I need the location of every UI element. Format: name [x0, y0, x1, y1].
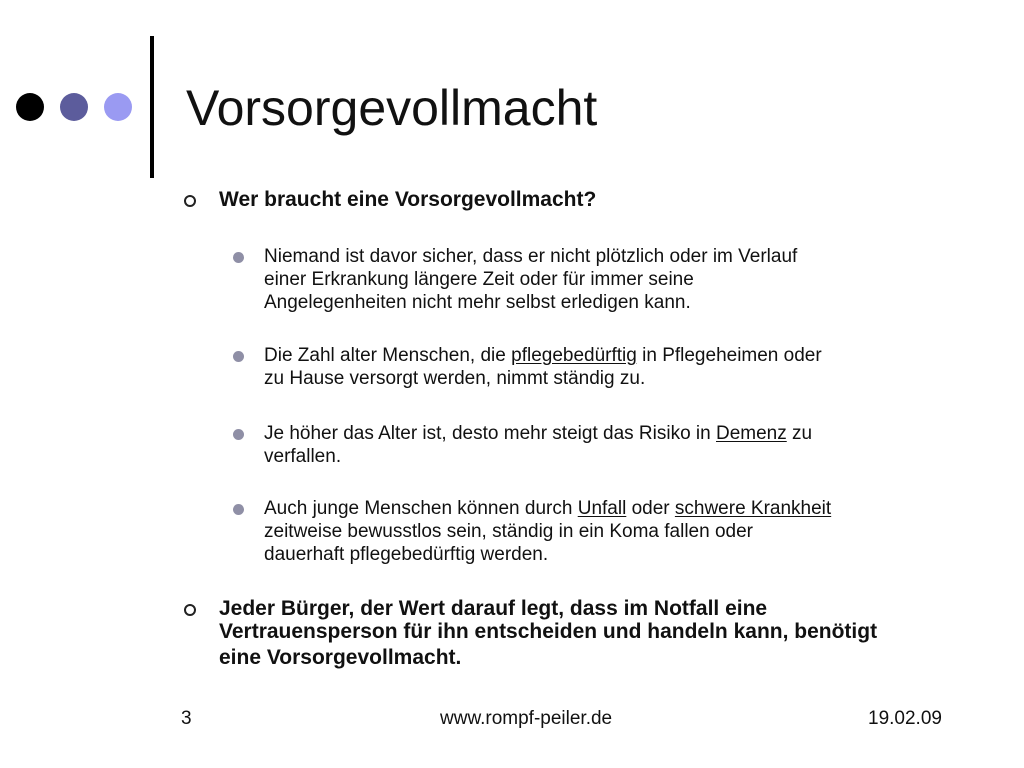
bullet-3-line-2: verfallen. [264, 446, 342, 467]
slide-title: Vorsorgevollmacht [186, 80, 598, 136]
bullet-3-line-1 [264, 422, 812, 445]
bullet-dot-icon [233, 252, 244, 263]
bullet-item-3 [264, 422, 812, 468]
bullet-item-4 [264, 497, 831, 566]
conclusion-line-3: eine Vorsorgevollmacht. [219, 646, 462, 669]
decor-dot-lilac [104, 93, 132, 121]
conclusion-line-1: Jeder Bürger, der Wert darauf legt, dass im Notfall eine [219, 597, 768, 620]
conclusion-text [219, 597, 877, 669]
bullet-item-2 [264, 344, 822, 390]
bullet-dot-icon [233, 429, 244, 440]
section-heading: Wer braucht eine Vorsorgevollmacht? [219, 188, 597, 211]
link-unfall[interactable]: Unfall [577, 498, 627, 519]
decor-dot-black [16, 93, 44, 121]
bullet-4-line-1 [264, 497, 831, 520]
bullet-1-line-1: Niemand ist davor sicher, dass er nicht plötzlich oder im Verlauf [264, 246, 798, 267]
bullet-4-text-mid: oder [626, 498, 675, 519]
footer-page-number: 3 [181, 708, 192, 729]
footer-date: 19.02.09 [868, 708, 942, 729]
link-demenz[interactable]: Demenz [716, 423, 787, 444]
bullet-4-text-a: Auch junge Menschen können durch [264, 498, 578, 519]
title-divider-line [150, 36, 154, 178]
bullet-2-text-b: in Pflegeheimen oder [636, 345, 822, 366]
bullet-4-line-2: zeitweise bewusstlos sein, ständig in ein Koma fallen oder [264, 521, 753, 542]
decor-dot-navy [60, 93, 88, 121]
bullet-dot-icon [233, 351, 244, 362]
footer-website: www.rompf-peiler.de [440, 708, 613, 729]
bullet-1-line-2: einer Erkrankung längere Zeit oder für immer seine [264, 269, 694, 290]
bullet-2-text-a: Die Zahl alter Menschen, die [264, 345, 512, 366]
bullet-dot-icon [233, 504, 244, 515]
conclusion-line-2: Vertrauensperson für ihn entscheiden und handeln kann, benötigt [219, 620, 878, 643]
bullet-1-line-3: Angelegenheiten nicht mehr selbst erledigen kann. [264, 292, 691, 313]
bullet-3-text-b: zu [786, 423, 813, 444]
bullet-ring-icon [184, 195, 196, 207]
link-schwere-krankheit[interactable]: schwere Krankheit [674, 498, 832, 519]
bullet-3-text-a: Je höher das Alter ist, desto mehr steigt das Risiko in [264, 423, 716, 444]
bullet-item-1 [264, 245, 797, 314]
bullet-ring-icon [184, 604, 196, 616]
bullet-4-line-3: dauerhaft pflegebedürftig werden. [264, 544, 549, 565]
bullet-2-line-2: zu Hause versorgt werden, nimmt ständig zu. [264, 368, 646, 389]
bullet-2-line-1 [264, 344, 822, 367]
link-pflegebeduerftig[interactable]: pflegebedürftig [511, 345, 637, 366]
